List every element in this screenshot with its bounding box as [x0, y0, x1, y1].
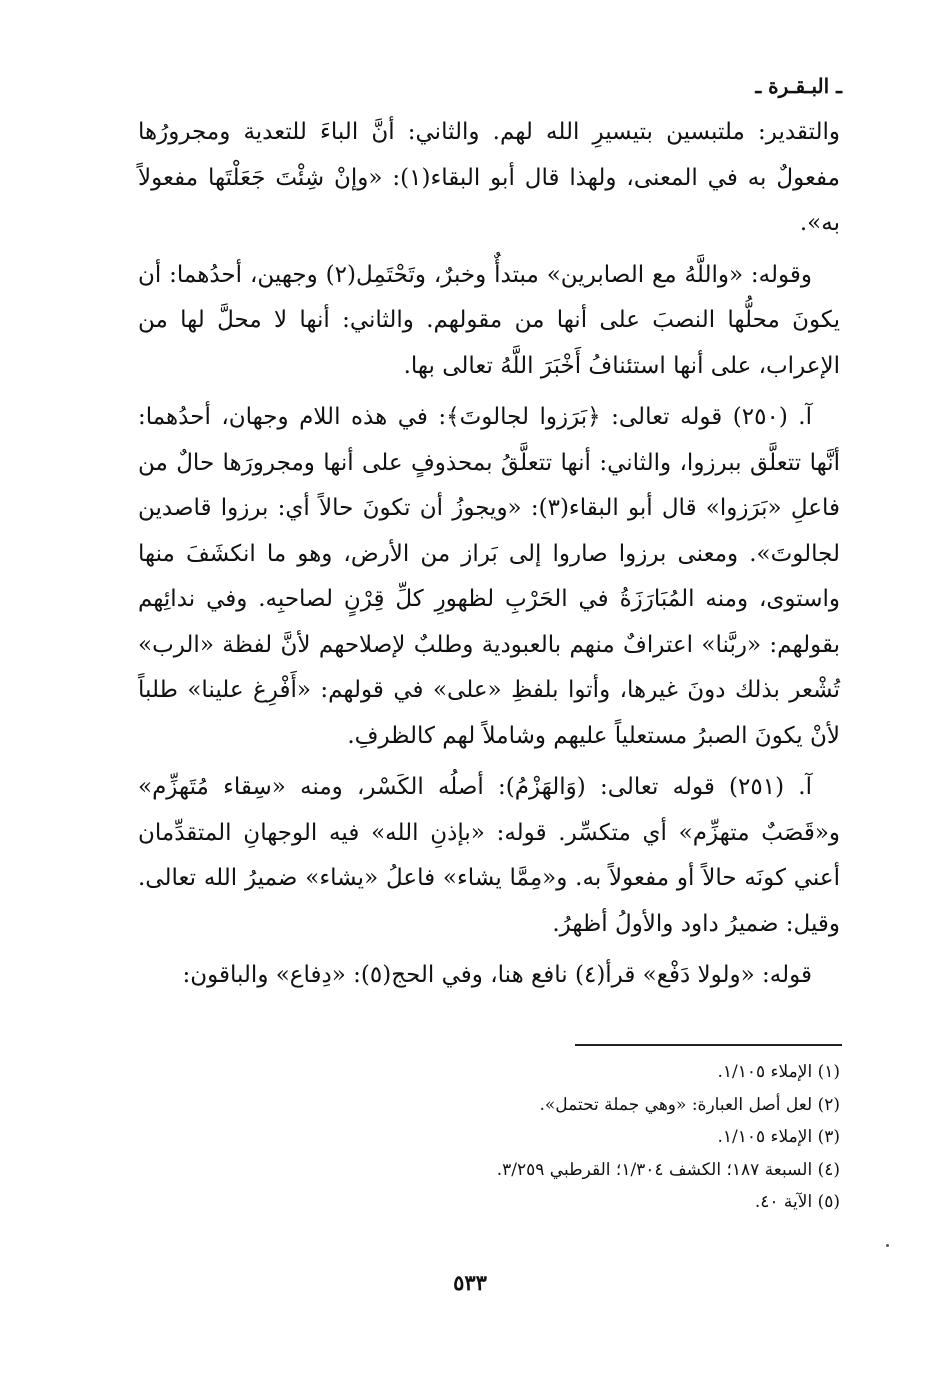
paragraph-verse-250: آ. (٢٥٠) قوله تعالى: ﴿بَرَزوا لجالوتَ﴾: في هذه اللام وجهان، أحدُهما: أنَّها تتعلَّق ببرزوا، والثاني: أنها تتعلَّقُ بمحذوفٍ على أنها ومجرورَها حالٌ من فاعلِ «بَرَزوا» قال أبو البقاء(٣): «ويجوزُ أن تكونَ حالاً أي: برزوا قاصدين لجالوتَ». ومعنى برزوا صاروا إلى بَراز من الأرض، وهو ما انكشَفَ منها واستوى، ومنه المُبَارَزَةُ في الحَرْبِ لظهورِ كلِّ قِرْنٍ لصاحبِه. وفي ندائِهم بقولهم: «ربَّنا» اعترافٌ منهم بالعبودية وطلبٌ لإصلاحهم لأنَّ لفظة «الرب» تُشْعر بذلك دونَ غيرها، وأتوا بلفظِ «على» في قولهم: «أَفْرِغ علينا» طلباً لأنْ يكونَ الصبرُ مستعلياً عليهم وشاملاً لهم كالظرفِ.	[138, 404, 841, 749]
paragraph-5: قوله: «ولولا دَفْع» قرأ(٤) نافع هنا، وفي الحج(٥): «دِفاع» والباقون:	[182, 962, 812, 988]
paragraph-1: والتقدير: ملتبسين بتيسيرِ الله لهم. والثاني: أنَّ الباءَ للتعدية ومجرورُها مفعولٌ به في المعنى، ولهذا قال أبو البقاء(١): «وإنْ شِئْتَ جَعَلْتَها مفعولاً به».	[138, 119, 840, 236]
footnote-4: (٤) السبعة ١٨٧؛ الكشف ١/٣٠٤؛ القرطبي ٣/٢٥٩.	[496, 1159, 840, 1180]
paragraph-verse-251: آ. (٢٥١) قوله تعالى: (وَالهَزْمُ): أصلُه الكَسْر، ومنه «سِقاء مُتَهزِّم» و«قَصَبٌ متهزِّم» أي متكسِّر. قوله: «بإذنِ الله» فيه الوجهانِ المتقدِّمان أعني كونَه حالاً أو مفعولاً به. و«مِمَّا يشاء» فاعلُ «يشاء» ضميرُ الله تعالى. وقيل: ضميرُ داود والأولُ أظهرُ.	[138, 774, 840, 937]
running-head: ـ البـقـرة ـ	[755, 74, 842, 98]
page-number: ٥٣٣	[453, 1270, 487, 1295]
scan-speck	[886, 1244, 889, 1247]
footnote-2: (٢) لعل أصل العبارة: «وهي جملة تحتمل».	[539, 1094, 840, 1115]
paragraph-2: وقوله: «واللَّهُ مع الصابرين» مبتدأٌ وخبرٌ، وتَحْتَمِل(٢) وجهين، أحدُهما: أن يكونَ محلُّها النصبَ على أنها من مقولهم. والثاني: أنها لا محلَّ لها من الإعراب، على أنها استئنافُ أَخْبَرَ اللَّهُ تعالى بها.	[138, 261, 840, 379]
footnote-3: (٣) الإملاء ١/١٠٥.	[717, 1127, 840, 1147]
main-text	[138, 110, 840, 1005]
footnotes	[300, 1056, 840, 1219]
footnote-5: (٥) الآية ٤٠.	[754, 1192, 840, 1212]
footnote-divider	[575, 1044, 842, 1046]
footnote-1: (١) الإملاء ١/١٠٥.	[717, 1062, 840, 1082]
